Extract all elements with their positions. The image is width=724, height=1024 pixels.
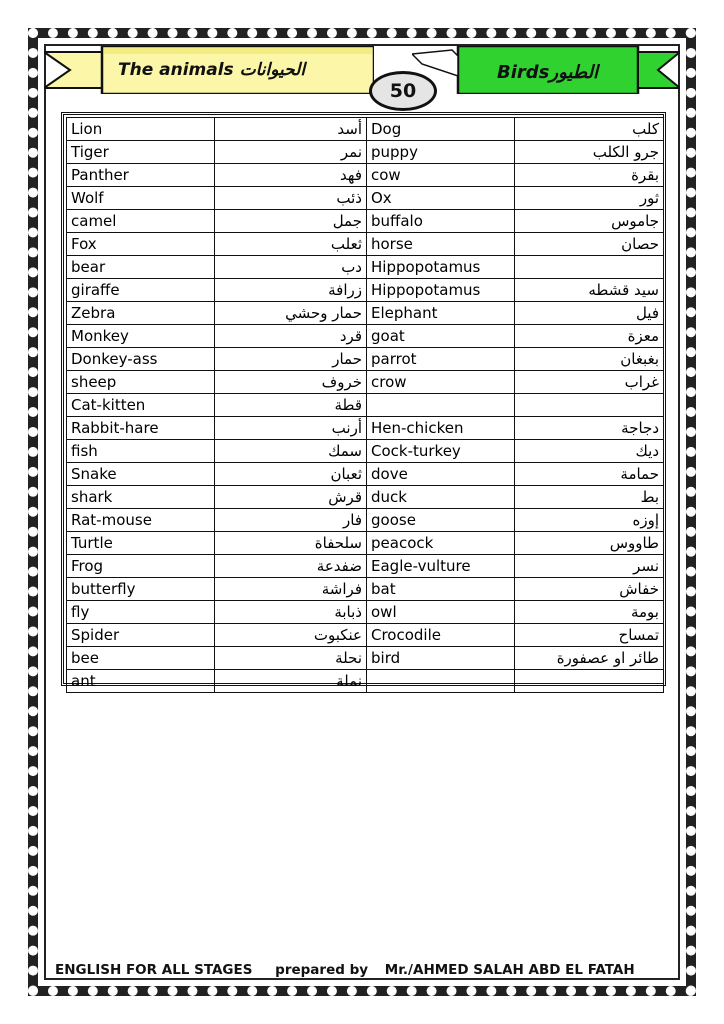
english-word-cell: Tiger <box>67 141 215 164</box>
english-word-cell: butterfly <box>67 578 215 601</box>
english-word-cell: Crocodile <box>367 624 515 647</box>
english-word-cell: goat <box>367 325 515 348</box>
arabic-word-cell: قطة <box>215 394 367 417</box>
vocabulary-table <box>61 112 666 690</box>
english-word-cell: Hen-chicken <box>367 417 515 440</box>
english-word-cell: parrot <box>367 348 515 371</box>
english-word-cell: Donkey-ass <box>67 348 215 371</box>
english-word-cell: bee <box>67 647 215 670</box>
english-word-cell: shark <box>67 486 215 509</box>
arabic-word-cell: حمار <box>215 348 367 371</box>
table-row <box>67 463 664 486</box>
english-word-cell: Zebra <box>67 302 215 325</box>
english-word-cell: Turtle <box>67 532 215 555</box>
arabic-word-cell: بقرة <box>515 164 664 187</box>
arabic-word-cell: فيل <box>515 302 664 325</box>
page-number-badge: 50 <box>369 71 437 111</box>
english-word-cell: Panther <box>67 164 215 187</box>
english-word-cell: puppy <box>367 141 515 164</box>
arabic-word-cell: أرنب <box>215 417 367 440</box>
table-row <box>67 348 664 371</box>
arabic-word-cell: جمل <box>215 210 367 233</box>
table-row <box>67 187 664 210</box>
english-word-cell: bat <box>367 578 515 601</box>
english-word-cell: Wolf <box>67 187 215 210</box>
table-row <box>67 601 664 624</box>
table-row <box>67 279 664 302</box>
arabic-word-cell: إوزه <box>515 509 664 532</box>
english-word-cell: Spider <box>67 624 215 647</box>
arabic-word-cell: ضفدعة <box>215 555 367 578</box>
footer <box>55 962 675 978</box>
arabic-word-cell: بغبغان <box>515 348 664 371</box>
english-word-cell: Elephant <box>367 302 515 325</box>
table-row <box>67 509 664 532</box>
english-word-cell: Eagle-vulture <box>367 555 515 578</box>
english-word-cell: Cock-turkey <box>367 440 515 463</box>
english-word-cell: Hippopotamus <box>367 279 515 302</box>
footer-prepared-by: prepared by <box>275 962 369 978</box>
arabic-word-cell: سيد قشطه <box>515 279 664 302</box>
english-word-cell: duck <box>367 486 515 509</box>
table-row <box>67 394 664 417</box>
table-row <box>67 486 664 509</box>
arabic-word-cell: ثعلب <box>215 233 367 256</box>
arabic-word-cell: فهد <box>215 164 367 187</box>
arabic-word-cell: بط <box>515 486 664 509</box>
english-word-cell: bear <box>67 256 215 279</box>
arabic-word-cell <box>515 256 664 279</box>
english-word-cell: Fox <box>67 233 215 256</box>
arabic-word-cell: بومة <box>515 601 664 624</box>
arabic-word-cell: ثعبان <box>215 463 367 486</box>
arabic-word-cell: تمساح <box>515 624 664 647</box>
english-word-cell: Snake <box>67 463 215 486</box>
table-row <box>67 233 664 256</box>
arabic-word-cell: فار <box>215 509 367 532</box>
arabic-word-cell: جرو الكلب <box>515 141 664 164</box>
english-word-cell: Frog <box>67 555 215 578</box>
right-banner-title: Birdsالطيور <box>497 62 599 83</box>
table-row <box>67 210 664 233</box>
english-word-cell: Monkey <box>67 325 215 348</box>
english-word-cell: camel <box>67 210 215 233</box>
arabic-word-cell: أسد <box>215 118 367 141</box>
english-word-cell: giraffe <box>67 279 215 302</box>
english-word-cell: ant <box>67 670 215 693</box>
arabic-word-cell: ذبابة <box>215 601 367 624</box>
english-word-cell: owl <box>367 601 515 624</box>
table-row <box>67 440 664 463</box>
left-banner-title: The animals الحيوانات <box>118 60 306 80</box>
english-word-cell: Rat-mouse <box>67 509 215 532</box>
footer-series: ENGLISH FOR ALL STAGES <box>55 962 253 978</box>
arabic-word-cell: كلب <box>515 118 664 141</box>
arabic-word-cell: حمار وحشي <box>215 302 367 325</box>
arabic-word-cell: ثور <box>515 187 664 210</box>
arabic-word-cell: خروف <box>215 371 367 394</box>
english-word-cell: Cat-kitten <box>67 394 215 417</box>
english-word-cell: buffalo <box>367 210 515 233</box>
arabic-word-cell: سلحفاة <box>215 532 367 555</box>
table-row <box>67 302 664 325</box>
table-row <box>67 141 664 164</box>
english-word-cell <box>367 670 515 693</box>
arabic-word-cell <box>515 394 664 417</box>
english-word-cell: cow <box>367 164 515 187</box>
arabic-word-cell: نمر <box>215 141 367 164</box>
english-word-cell <box>367 394 515 417</box>
arabic-word-cell: دجاجة <box>515 417 664 440</box>
table-row <box>67 647 664 670</box>
english-word-cell: peacock <box>367 532 515 555</box>
english-word-cell: Hippopotamus <box>367 256 515 279</box>
table-row <box>67 532 664 555</box>
table-row <box>67 325 664 348</box>
arabic-word-cell: زرافة <box>215 279 367 302</box>
table-row <box>67 578 664 601</box>
arabic-word-cell: ديك <box>515 440 664 463</box>
arabic-word-cell: سمك <box>215 440 367 463</box>
table-row <box>67 417 664 440</box>
arabic-word-cell: قرش <box>215 486 367 509</box>
arabic-word-cell: نحلة <box>215 647 367 670</box>
english-word-cell: sheep <box>67 371 215 394</box>
footer-author: Mr./AHMED SALAH ABD EL FATAH <box>384 962 635 978</box>
arabic-word-cell: معزة <box>515 325 664 348</box>
table-row <box>67 670 664 693</box>
english-word-cell: fly <box>67 601 215 624</box>
english-word-cell: Rabbit-hare <box>67 417 215 440</box>
arabic-word-cell: فراشة <box>215 578 367 601</box>
english-word-cell: Lion <box>67 118 215 141</box>
english-word-cell: goose <box>367 509 515 532</box>
arabic-word-cell: نملة <box>215 670 367 693</box>
table-row <box>67 624 664 647</box>
table-row <box>67 118 664 141</box>
english-word-cell: fish <box>67 440 215 463</box>
english-word-cell: crow <box>367 371 515 394</box>
table-row <box>67 555 664 578</box>
arabic-word-cell: ذئب <box>215 187 367 210</box>
arabic-word-cell: حمامة <box>515 463 664 486</box>
table-row <box>67 256 664 279</box>
english-word-cell: Ox <box>367 187 515 210</box>
arabic-word-cell: حصان <box>515 233 664 256</box>
arabic-word-cell <box>515 670 664 693</box>
arabic-word-cell: خفاش <box>515 578 664 601</box>
arabic-word-cell: نسر <box>515 555 664 578</box>
arabic-word-cell: عنكبوت <box>215 624 367 647</box>
table-row <box>67 371 664 394</box>
arabic-word-cell: طائر او عصفورة <box>515 647 664 670</box>
arabic-word-cell: غراب <box>515 371 664 394</box>
arabic-word-cell: دب <box>215 256 367 279</box>
english-word-cell: dove <box>367 463 515 486</box>
english-word-cell: Dog <box>367 118 515 141</box>
arabic-word-cell: قرد <box>215 325 367 348</box>
english-word-cell: bird <box>367 647 515 670</box>
arabic-word-cell: طاووس <box>515 532 664 555</box>
arabic-word-cell: جاموس <box>515 210 664 233</box>
english-word-cell: horse <box>367 233 515 256</box>
table-row <box>67 164 664 187</box>
